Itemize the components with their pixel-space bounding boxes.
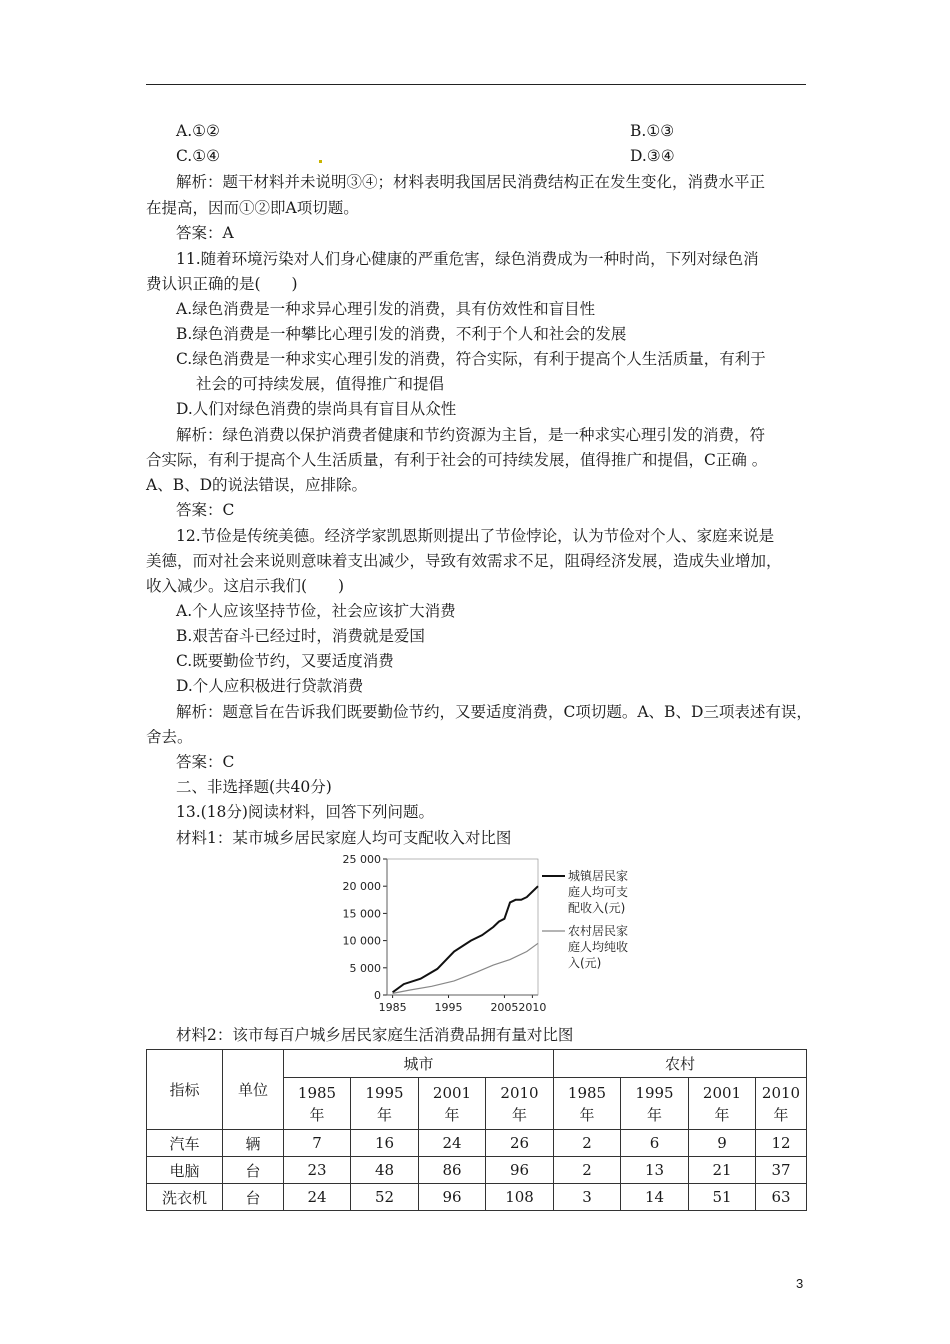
y-tick-label: 10 000: [342, 934, 381, 948]
q12-stem-line2: 美德，而对社会来说则意味着支出减少，导致有效需求不足，阻碍经济发展，造成失业增加，: [146, 552, 782, 570]
row-unit: 台: [223, 1184, 284, 1211]
table-row: [147, 1130, 807, 1157]
q11-option-c-line2[interactable]: 社会的可持续发展，值得推广和提倡: [196, 375, 445, 393]
q12-option-b[interactable]: B.艰苦奋斗已经过时，消费就是爱国: [176, 627, 425, 645]
city-value: 23: [284, 1157, 351, 1184]
table-row: [147, 1157, 807, 1184]
y-tick-label: 15 000: [342, 907, 381, 921]
legend-rural-label: 入(元): [568, 956, 602, 970]
rural-value: 37: [756, 1157, 807, 1184]
x-tick-label: 2005: [490, 1001, 519, 1014]
q11-answer: 答案：C: [176, 501, 235, 519]
year-value: 1985: [297, 1083, 337, 1102]
row-unit: 辆: [223, 1130, 284, 1157]
q12-stem-line1: 12.节俭是传统美德。经济学家凯恩斯则提出了节俭悖论，认为节俭对个人、家庭来说是: [176, 527, 775, 545]
y-tick-label: 25 000: [342, 853, 381, 866]
y-tick-label: 20 000: [342, 880, 381, 894]
city-value: 24: [419, 1130, 486, 1157]
row-unit: 台: [223, 1157, 284, 1184]
city-value: 16: [351, 1130, 419, 1157]
y-tick-label: 0: [374, 989, 381, 1002]
year-suffix: 年: [714, 1105, 730, 1124]
x-tick-label: 1995: [434, 1001, 463, 1014]
q11-stem-line2: 费认识正确的是( ): [146, 275, 298, 293]
q13-stem: 13.(18分)阅读材料，回答下列问题。: [176, 803, 434, 821]
q10-option-a[interactable]: A.①②: [176, 122, 220, 140]
legend-urban-label: 庭人均可支: [568, 885, 629, 899]
q11-option-c-line1[interactable]: C.绿色消费是一种求实心理引发的消费，符合实际，有利于提高个人生活质量，有利于: [176, 350, 766, 368]
year-value: 2001: [432, 1083, 472, 1102]
q11-analysis-line1: 解析：绿色消费以保护消费者健康和节约资源为主旨，是一种求实心理引发的消费，符: [176, 426, 766, 444]
rural-income-line: [393, 943, 538, 993]
q11-option-a[interactable]: A.绿色消费是一种求异心理引发的消费，具有仿效性和盲目性: [176, 300, 596, 318]
rural-value: 3: [554, 1184, 621, 1211]
q12-option-a[interactable]: A.个人应该坚持节俭，社会应该扩大消费: [176, 602, 456, 620]
q10-analysis-line2: 在提高，因而①②即A项切题。: [146, 199, 359, 217]
header-unit: 单位: [223, 1050, 284, 1130]
stray-dot: [319, 160, 322, 163]
year-header: [351, 1078, 419, 1130]
q11-option-d[interactable]: D.人们对绿色消费的崇尚具有盲目从众性: [176, 400, 457, 418]
city-value: 108: [486, 1184, 554, 1211]
page-number: 3: [796, 1276, 804, 1291]
q10-answer: 答案：A: [176, 224, 234, 242]
city-value: 48: [351, 1157, 419, 1184]
year-header: [689, 1078, 756, 1130]
year-value: 2001: [702, 1083, 742, 1102]
q12-answer: 答案：C: [176, 753, 235, 771]
rural-value: 2: [554, 1157, 621, 1184]
rural-value: 21: [689, 1157, 756, 1184]
q12-analysis-line2: 舍去。: [146, 728, 193, 746]
rural-value: 12: [756, 1130, 807, 1157]
rural-value: 13: [621, 1157, 689, 1184]
q10-analysis-line1: 解析：题干材料并未说明③④；材料表明我国居民消费结构正在发生变化，消费水平正: [176, 173, 766, 191]
x-tick-label: 1985: [378, 1001, 407, 1014]
year-suffix: 年: [376, 1105, 392, 1124]
city-value: 7: [284, 1130, 351, 1157]
row-name: 洗衣机: [147, 1184, 223, 1211]
city-value: 96: [486, 1157, 554, 1184]
row-name: 电脑: [147, 1157, 223, 1184]
q12-analysis-line1: 解析：题意旨在告诉我们既要勤俭节约，又要适度消费，C项切题。A、B、D三项表述有误，: [176, 703, 812, 721]
y-tick-label: 5 000: [349, 961, 381, 975]
q12-stem-line3: 收入减少。这启示我们( ): [146, 577, 345, 595]
consumer-goods-table: [146, 1049, 807, 1211]
city-value: 86: [419, 1157, 486, 1184]
q10-options-row1: [176, 121, 675, 141]
q11-analysis-line3: A、B、D的说法错误，应排除。: [146, 476, 368, 494]
year-value: 2010: [500, 1083, 539, 1102]
legend-rural-label: 农村居民家: [568, 924, 629, 938]
year-suffix: 年: [444, 1105, 460, 1124]
header-rule: [146, 84, 806, 85]
table-row: [147, 1184, 807, 1211]
year-value: 1995: [365, 1083, 404, 1102]
plot-frame: [387, 859, 538, 995]
rural-value: 6: [621, 1130, 689, 1157]
rural-value: 2: [554, 1130, 621, 1157]
q10-options-row2: [176, 146, 675, 166]
year-value: 1985: [567, 1083, 607, 1102]
city-value: 52: [351, 1184, 419, 1211]
header-rural: 农村: [554, 1050, 807, 1078]
legend-urban-label: 配收入(元): [568, 901, 626, 915]
year-suffix: 年: [773, 1105, 789, 1124]
rural-value: 63: [756, 1184, 807, 1211]
year-header: [621, 1078, 689, 1130]
legend-urban-label: 城镇居民家: [568, 869, 629, 883]
rural-value: 51: [689, 1184, 756, 1211]
q10-option-d[interactable]: D.③④: [630, 147, 675, 165]
material2-caption: 材料2：该市每百户城乡居民家庭生活消费品拥有量对比图: [176, 1026, 574, 1044]
income-line-chart: [325, 850, 655, 1020]
year-suffix: 年: [309, 1105, 325, 1124]
material1-caption: 材料1：某市城乡居民家庭人均可支配收入对比图: [176, 829, 512, 847]
year-header: [419, 1078, 486, 1130]
year-value: 1995: [635, 1083, 674, 1102]
row-name: 汽车: [147, 1130, 223, 1157]
year-header: [756, 1078, 807, 1130]
rural-value: 14: [621, 1184, 689, 1211]
year-header: [284, 1078, 351, 1130]
header-indicator: 指标: [147, 1050, 223, 1130]
q10-option-b[interactable]: B.①③: [630, 122, 675, 140]
rural-value: 9: [689, 1130, 756, 1157]
q11-stem-line1: 11.随着环境污染对人们身心健康的严重危害，绿色消费成为一种时尚，下列对绿色消: [176, 250, 759, 268]
q12-option-c[interactable]: C.既要勤俭节约，又要适度消费: [176, 652, 394, 670]
x-tick-label: 2010: [518, 1001, 547, 1014]
q10-option-c[interactable]: C.①④: [176, 147, 221, 165]
q11-option-b[interactable]: B.绿色消费是一种攀比心理引发的消费，不利于个人和社会的发展: [176, 325, 627, 343]
city-value: 24: [284, 1184, 351, 1211]
year-header: [486, 1078, 554, 1130]
year-suffix: 年: [512, 1105, 528, 1124]
city-value: 26: [486, 1130, 554, 1157]
year-suffix: 年: [579, 1105, 595, 1124]
year-value: 2010: [761, 1083, 801, 1102]
section-heading: 二、非选择题(共40分): [176, 778, 332, 796]
header-city: 城市: [284, 1050, 554, 1078]
year-header: [554, 1078, 621, 1130]
q11-analysis-line2: 合实际，有利于提高个人生活质量，有利于社会的可持续发展，值得推广和提倡，C正确 。: [146, 451, 768, 469]
city-value: 96: [419, 1184, 486, 1211]
year-suffix: 年: [647, 1105, 663, 1124]
q12-option-d[interactable]: D.个人应积极进行贷款消费: [176, 677, 364, 695]
legend-rural-label: 庭人均纯收: [568, 940, 629, 954]
